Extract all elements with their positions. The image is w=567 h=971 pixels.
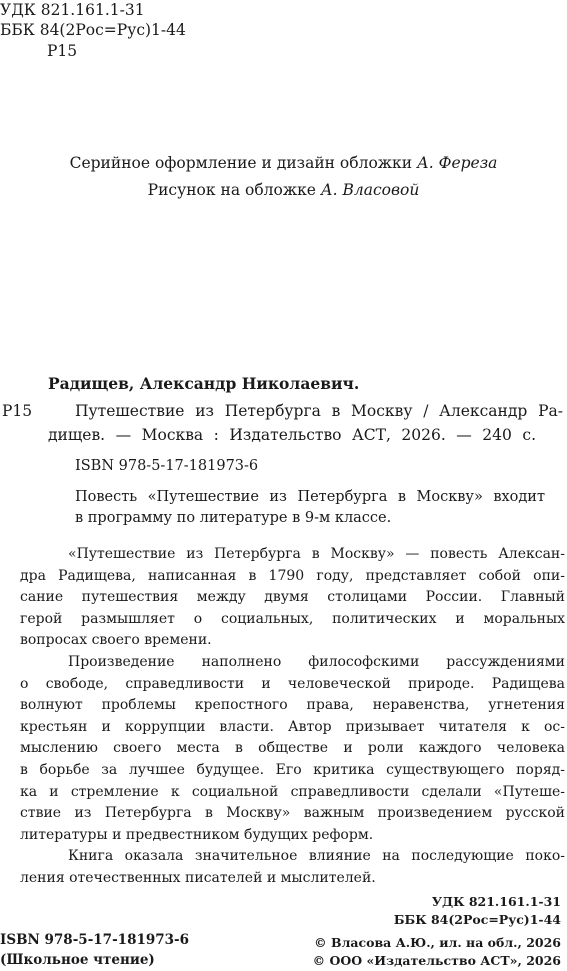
udk-code: УДК 821.161.1-31 <box>0 1 145 19</box>
record-note-line-2: в программу по литературе в 9-м классе. <box>75 510 392 526</box>
record-isbn: ISBN 978-5-17-181973-6 <box>75 458 259 474</box>
design-credit <box>0 153 567 173</box>
annotation-line: Книга оказала значительное влияние на последующие поко- <box>68 848 565 864</box>
author-code: Р15 <box>47 42 78 60</box>
bbk-code: ББК 84(2Рос=Рус)1-44 <box>0 21 186 39</box>
annotation-line: ка и стремление к социальной справедливости сделали «Путеше- <box>20 783 565 800</box>
annotation-paragraph-1 <box>20 544 565 652</box>
annotation-line: вопросах своего времени. <box>20 632 212 649</box>
annotation-line: волнуют проблемы крепостного права, неравенства, угнетения <box>20 697 565 714</box>
annotation-line: ления отечественных писателей и мыслителей. <box>20 869 376 886</box>
record-title-line-2: дищев. — Москва : Издательство АСТ, 2026. — 240 с. <box>48 426 536 444</box>
series-name: (Школьное чтение) <box>0 952 155 968</box>
annotation-line: сание путешествия между двумя столицами России. Главный <box>20 589 565 606</box>
annotation-line: герой размышляет о социальных, политических и моральных <box>20 610 565 627</box>
designer-name: А. Фереза <box>416 154 498 172</box>
annotation-line: ствие из Петербурга в Москву» важным произведением русской <box>20 805 565 822</box>
copyright-illustrator: © Власова А.Ю., ил. на обл., 2026 <box>314 935 561 950</box>
footer-isbn: ISBN 978-5-17-181973-6 <box>0 932 190 948</box>
record-code: Р15 <box>2 402 33 420</box>
annotation-line: «Путешествие из Петербурга в Москву» — повесть Алексан- <box>68 546 565 562</box>
annotation-paragraph-3 <box>20 846 565 889</box>
annotation-line: литературы и предвестником будущих реформ. <box>20 826 374 843</box>
annotation-paragraph-2 <box>20 652 565 846</box>
annotation-line: крестьян и коррупции власти. Автор призывает читателя к ос- <box>20 718 565 735</box>
annotation-line: Произведение наполнено философскими рассуждениями <box>68 654 565 670</box>
copyright-publisher: © ООО «Издательство АСТ», 2026 <box>312 953 561 968</box>
illustrator-name: А. Власовой <box>320 181 420 199</box>
record-title-line-1: Путешествие из Петербурга в Москву / Александр Ра- <box>75 402 563 420</box>
cover-credit <box>0 180 567 200</box>
footer-bbk: ББК 84(2Рос=Рус)1-44 <box>393 912 561 927</box>
annotation-line: о свободе, справедливости и человеческой природе. Радищева <box>20 675 565 692</box>
cover-credit-label: Рисунок на обложке <box>147 181 321 199</box>
footer-udk: УДК 821.161.1-31 <box>431 894 561 909</box>
annotation-line: мыслению своего места в обществе и роли каждого человека <box>20 740 565 757</box>
design-credit-label: Серийное оформление и дизайн обложки <box>69 154 417 172</box>
record-author: Радищев, Александр Николаевич. <box>48 374 360 393</box>
record-note-line-1: Повесть «Путешествие из Петербурга в Москву» входит <box>75 489 545 505</box>
annotation-line: в борьбе за лучшее будущее. Его критика существующего поряд- <box>20 761 565 778</box>
annotation-line: дра Радищева, написанная в 1790 году, представляет собой опи- <box>20 567 565 584</box>
